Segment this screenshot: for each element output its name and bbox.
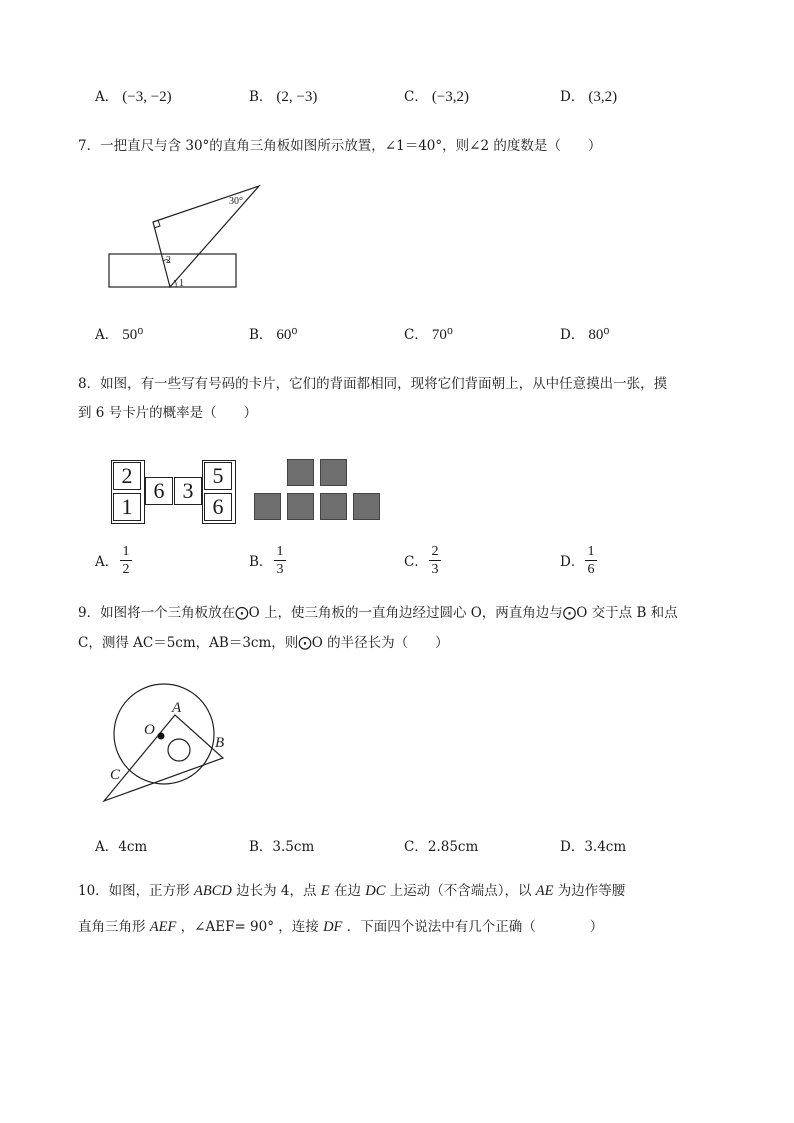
q7-stem: 7．一把直尺与含 30°的直角三角板如图所示放置，∠1＝40°，则∠2 的度数是（ ） xyxy=(78,138,602,154)
option-value: 60⁰ xyxy=(276,327,298,343)
card-5: 5 xyxy=(204,462,232,490)
denominator: 6 xyxy=(587,562,595,577)
q10-text: 上运动（不含端点），以 xyxy=(385,883,536,899)
numerator: 1 xyxy=(276,544,284,559)
option-letter: C． xyxy=(404,839,428,855)
q8-option-a-letter: A． xyxy=(95,554,119,570)
card-2: 2 xyxy=(113,462,141,490)
triangle-hole xyxy=(168,739,190,761)
q8-option-c-letter: C． xyxy=(404,554,428,570)
option-value: 2.85cm xyxy=(427,839,479,855)
card-6a: 6 xyxy=(145,477,173,505)
q9-option-b xyxy=(249,838,314,856)
q10-text: ．下面四个说法中有几个正确（ ） xyxy=(342,919,604,935)
option-letter: C． xyxy=(404,89,428,105)
option-value: 3.4cm xyxy=(584,839,627,855)
q10-math: DF xyxy=(323,919,343,935)
q10-stem-line1 xyxy=(78,882,625,900)
q10-math: E xyxy=(320,883,330,899)
q10-math: AEF xyxy=(149,919,177,935)
option-letter: C． xyxy=(404,327,428,343)
q10-text: 在边 xyxy=(329,883,366,899)
option-value: 70⁰ xyxy=(431,327,453,343)
circle-o xyxy=(114,684,214,784)
label-o: O xyxy=(144,722,155,738)
option-letter: D． xyxy=(560,839,585,855)
option-letter: A． xyxy=(95,89,119,105)
q10-math: DC xyxy=(365,883,386,899)
q8-option-b-letter: B． xyxy=(249,554,273,570)
option-value: 80⁰ xyxy=(588,327,610,343)
label-b: B xyxy=(215,735,225,751)
option-letter: A． xyxy=(95,839,119,855)
q9-option-a xyxy=(95,838,147,856)
angle-2-label: 2 xyxy=(166,255,171,266)
label-a: A xyxy=(172,700,182,716)
numerator: 2 xyxy=(431,544,439,559)
card-3: 3 xyxy=(174,477,202,505)
option-letter: A． xyxy=(95,327,119,343)
q10-text: 10．如图，正方形 xyxy=(78,883,194,899)
option-value: 50⁰ xyxy=(122,327,144,343)
option-value: 3.5cm xyxy=(272,839,315,855)
q10-stem-line2 xyxy=(78,918,603,936)
card-1: 1 xyxy=(113,493,141,521)
option-value: (3,2) xyxy=(588,89,618,105)
label-c: C xyxy=(110,767,121,783)
option-letter: B． xyxy=(249,327,273,343)
q10-math: ABCD xyxy=(193,883,232,899)
option-letter: D． xyxy=(560,89,585,105)
q9-stem-line1: 9．如图将一个三角板放在⨀O 上，使三角板的一直角边经过圆心 O，两直角边与⨀O 交于点 B 和点 xyxy=(78,605,678,621)
triangle-ruler xyxy=(104,715,223,801)
q10-text: 边长为 4，点 xyxy=(231,883,321,899)
numerator: 1 xyxy=(122,544,130,559)
center-point-o xyxy=(158,733,165,740)
option-value: 4cm xyxy=(118,839,148,855)
q9-option-d xyxy=(560,838,626,856)
numerator: 1 xyxy=(587,544,595,559)
denominator: 2 xyxy=(122,562,130,577)
q10-math: AE xyxy=(535,883,554,899)
q9-option-c xyxy=(404,838,478,856)
q8-option-d-letter: D． xyxy=(560,554,585,570)
option-letter: B． xyxy=(249,89,273,105)
q10-text: 直角三角形 xyxy=(78,919,150,935)
angle-30-label: 30° xyxy=(229,196,243,207)
q10-text: 为边作等腰 xyxy=(553,883,626,899)
option-value: (2, −3) xyxy=(276,89,318,105)
denominator: 3 xyxy=(276,562,284,577)
q9-stem-line2: C，测得 AC＝5cm，AB＝3cm，则⨀O 的半径长为（ ） xyxy=(78,635,449,651)
denominator: 3 xyxy=(431,562,439,577)
q8-stem-line1: 8．如图，有一些写有号码的卡片，它们的背面都相同，现将它们背面朝上，从中任意摸出一张，摸 xyxy=(78,376,668,392)
card-6b: 6 xyxy=(204,493,232,521)
option-letter: D． xyxy=(560,327,585,343)
q8-stem-line2: 到 6 号卡片的概率是（ ） xyxy=(78,405,258,421)
angle-1-label: 1 xyxy=(179,278,184,289)
option-value: (−3,2) xyxy=(431,89,470,105)
option-letter: B． xyxy=(249,839,273,855)
q10-text: ，∠AEF= 90° ，连接 xyxy=(176,919,324,935)
option-value: (−3, −2) xyxy=(122,89,172,105)
